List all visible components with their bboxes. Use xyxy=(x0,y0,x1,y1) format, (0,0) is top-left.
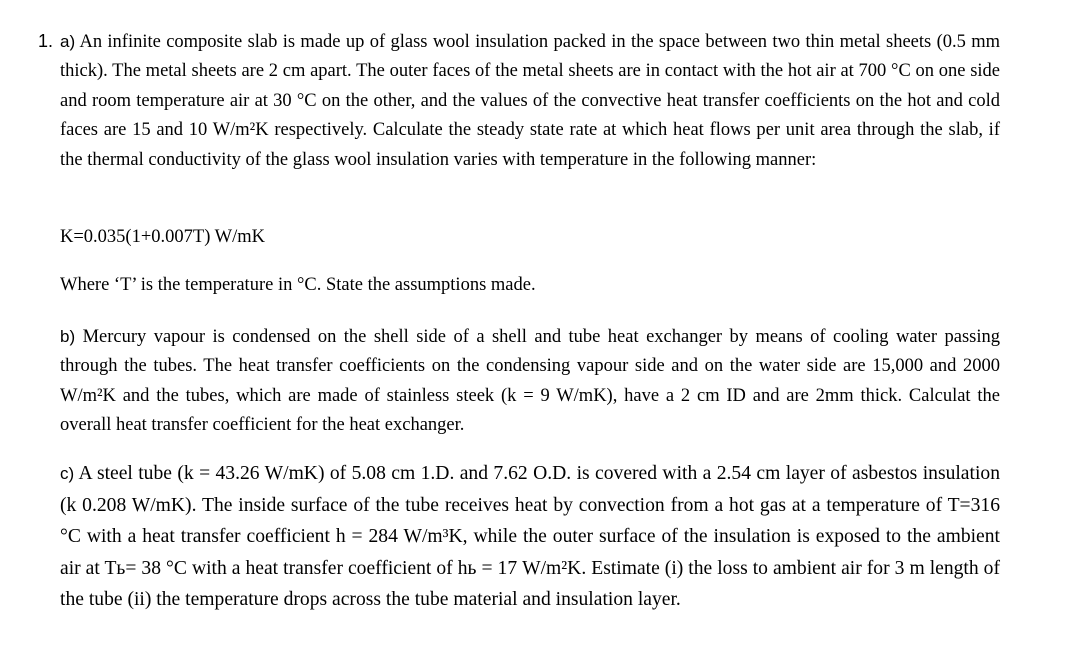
part-a-label: a) xyxy=(60,32,76,51)
part-c-paragraph xyxy=(60,458,1000,616)
part-b-label: b) xyxy=(60,327,76,346)
question-number: 1. xyxy=(38,31,54,51)
part-a-text: An infinite composite slab is made up of glass wool insulation packed in the space between two thin metal sheets (0.5 mm thick). The metal sheets are 2 cm apart. The outer faces of the metal sheets are in contact with the hot air at 700 °C on one side and room temperature air at 30 °C on the other, and the values of the convective heat transfer coefficients on the hot and cold faces are 15 and 10 W/m²K respectively. Calculate the steady state rate at which heat flows per unit area through the slab, if the thermal conductivity of the glass wool insulation varies with temperature in the following manner: xyxy=(60,32,1000,170)
part-c-text: A steel tube (k = 43.26 W/mK) of 5.08 cm 1.D. and 7.62 O.D. is covered with a 2.54 cm layer of asbestos insulation (k 0.208 W/mK). The inside surface of the tube receives heat by convection from a hot gas at a temperature of T=316 °C with a heat transfer coefficient h = 284 W/m³K, while the outer surface of the insulation is exposed to the ambient air at Tь= 38 °C with a heat transfer coefficient of hь = 17 W/m²K. Estimate (i) the loss to ambient air for 3 m length of the tube (ii) the temperature drops across the tube material and insulation layer. xyxy=(60,463,1000,611)
conductivity-formula: K=0.035(1+0.007T) W/mK xyxy=(60,227,265,247)
part-a-note: Where ‘T’ is the temperature in °C. State the assumptions made. xyxy=(60,275,536,295)
part-a-paragraph xyxy=(60,27,1000,175)
part-b-paragraph xyxy=(60,322,1000,441)
part-c-label: c) xyxy=(60,464,75,483)
part-b-text: Mercury vapour is condensed on the shell side of a shell and tube heat exchanger by means of cooling water passing through the tubes. The heat transfer coefficients on the condensing vapour side and on the water side are 15,000 and 2000 W/m²K and the tubes, which are made of stainless steek (k = 9 W/mK), have a 2 cm ID and are 2mm thick. Calculat the overall heat transfer coefficient for the heat exchanger. xyxy=(60,327,1000,436)
